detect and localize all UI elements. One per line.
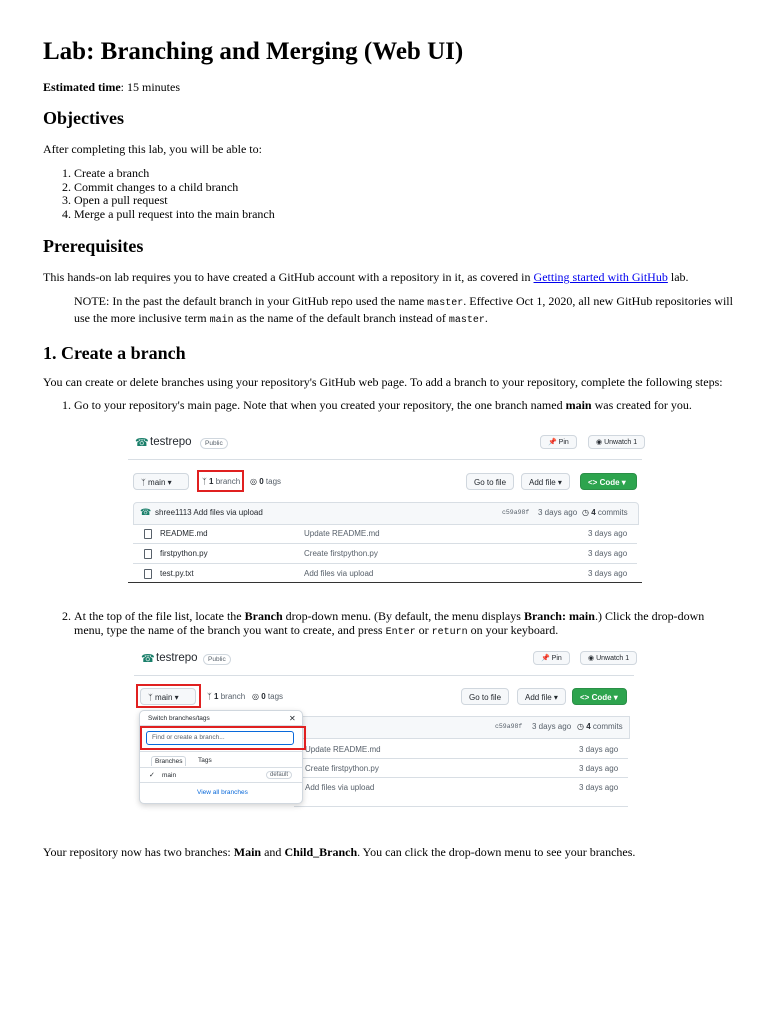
step-1: 1. Go to your repository's main page. Note that when you created your repository, the one branch named main was created for you. <box>74 399 733 413</box>
repo-screenshot-main <box>128 432 642 584</box>
step-2: 2. At the top of the file list, locate the Branch drop-down menu. (By default, the menu displays Branch: main.) Click the drop-down menu, type the name of the branch you want to create, and press Enter or return on your keyboard. <box>74 610 733 639</box>
list-item: 2. Commit changes to a child branch <box>74 181 733 195</box>
divider <box>128 582 642 583</box>
prerequisites-text: This hands-on lab requires you to have created a GitHub account with a repository in it, as covered in Getting started with GitHub lab. <box>43 270 689 284</box>
file-icon <box>144 529 152 539</box>
objectives-list <box>43 167 733 221</box>
file-row[interactable]: Create firstpython.py 3 days ago <box>294 759 628 778</box>
branch-select-button[interactable]: ᛉ main ▾ <box>133 473 189 490</box>
section-create-branch-heading: 1. Create a branch <box>43 343 186 363</box>
file-row[interactable]: test.py.txt Add files via upload 3 days ago <box>133 564 637 581</box>
objectives-heading: Objectives <box>43 108 124 128</box>
eye-icon: ◉ <box>596 439 603 446</box>
tab-branches[interactable]: Branches <box>151 756 186 766</box>
visibility-badge: Public <box>203 654 231 665</box>
pin-icon: 📌 <box>541 655 550 662</box>
commit-summary: shree1113 Add files via upload <box>155 508 263 517</box>
history-icon: ◷ <box>582 508 589 517</box>
branches-link[interactable]: ᛉ 1 branch <box>207 692 246 701</box>
commits-link[interactable]: ◷ 4 commits <box>577 722 623 731</box>
add-file-button[interactable]: Add file ▾ <box>517 688 566 705</box>
file-row[interactable]: Update README.md 3 days ago <box>294 740 628 759</box>
eye-icon: ◉ <box>588 655 595 662</box>
branch-dropdown <box>139 710 303 804</box>
default-badge: default <box>266 771 292 779</box>
file-row[interactable]: README.md Update README.md 3 days ago <box>133 524 637 544</box>
branch-search-input[interactable]: Find or create a branch... <box>146 731 294 745</box>
tags-link[interactable]: ◎ 0 tags <box>250 477 282 486</box>
prerequisites-heading: Prerequisites <box>43 236 144 256</box>
branch-select-button[interactable]: ᛉ main ▾ <box>140 688 196 705</box>
repo-name: testrepo <box>150 436 192 448</box>
commit-hash[interactable]: c59a98f <box>502 509 530 516</box>
tag-icon: ◎ <box>252 692 259 701</box>
unwatch-button[interactable]: ◉ Unwatch 1 <box>580 651 637 665</box>
tab-tags[interactable]: Tags <box>198 757 212 764</box>
page-title: Lab: Branching and Merging (Web UI) <box>43 38 464 65</box>
pin-button[interactable]: 📌 Pin <box>540 435 577 449</box>
commit-bar <box>133 502 639 525</box>
commit-bar <box>294 716 630 739</box>
file-icon <box>144 569 152 579</box>
pin-icon: 📌 <box>548 439 557 446</box>
repo-icon: ☎ <box>135 437 149 449</box>
commit-time: 3 days ago <box>538 508 578 517</box>
list-item: 1. Create a branch <box>74 167 733 181</box>
code-button[interactable]: <> Code ▾ <box>572 688 627 705</box>
branch-item-main[interactable]: main <box>162 772 177 779</box>
commit-time: 3 days ago <box>532 722 572 731</box>
section-intro: You can create or delete branches using your repository's GitHub web page. To add a branch to your repository, complete the following steps: <box>43 375 723 389</box>
close-icon[interactable]: ✕ <box>289 714 296 723</box>
file-icon <box>144 549 152 559</box>
repo-name: testrepo <box>156 652 198 664</box>
repo-icon: ☎ <box>141 653 155 665</box>
search-highlight <box>140 726 306 750</box>
branch-button-highlight <box>136 684 201 708</box>
default-branch-note: NOTE: In the past the default branch in your GitHub repo used the name master. Effective Oct 1, 2020, all new GitHub repositories will use the more inclusive term main as the name of the default branch instead of master. <box>74 294 733 326</box>
list-item: 3. Open a pull request <box>74 194 733 208</box>
unwatch-button[interactable]: ◉ Unwatch 1 <box>588 435 645 449</box>
avatar: ☎ <box>140 507 152 517</box>
commit-hash[interactable]: c59a98f <box>495 723 523 730</box>
objectives-intro: After completing this lab, you will be able to: <box>43 142 262 156</box>
go-to-file-button[interactable]: Go to file <box>466 473 514 490</box>
code-button[interactable]: <> Code ▾ <box>580 473 637 490</box>
branch-highlight <box>197 470 244 492</box>
estimated-time: Estimated time: 15 minutes <box>43 80 180 94</box>
dropdown-title: Switch branches/tags <box>148 715 210 722</box>
getting-started-link[interactable]: Getting started with GitHub <box>533 270 668 284</box>
add-file-button[interactable]: Add file ▾ <box>521 473 570 490</box>
repo-screenshot-dropdown <box>134 648 634 813</box>
steps-list <box>43 399 733 413</box>
closing-text: Your repository now has two branches: Main and Child_Branch. You can click the drop-down menu to see your branches. <box>43 845 636 859</box>
tag-icon: ◎ <box>250 477 257 486</box>
branch-icon: ᛉ <box>207 692 212 701</box>
file-row[interactable]: Add files via upload 3 days ago <box>305 783 619 792</box>
tags-link[interactable]: ◎ 0 tags <box>252 692 284 701</box>
step-2-block <box>43 610 733 639</box>
branches-link[interactable]: ᛉ 1 branch <box>202 477 241 486</box>
go-to-file-button[interactable]: Go to file <box>461 688 509 705</box>
branch-icon: ᛉ <box>141 478 146 487</box>
file-row[interactable]: firstpython.py Create firstpython.py 3 days ago <box>133 544 637 564</box>
branch-icon: ᛉ <box>148 693 153 702</box>
view-all-branches-link[interactable]: View all branches <box>197 789 248 796</box>
visibility-badge: Public <box>200 438 228 449</box>
history-icon: ◷ <box>577 722 584 731</box>
branch-icon: ᛉ <box>202 477 207 486</box>
list-item: 4. Merge a pull request into the main branch <box>74 208 733 222</box>
check-icon: ✓ <box>149 772 155 779</box>
pin-button[interactable]: 📌 Pin <box>533 651 570 665</box>
commits-link[interactable]: ◷ 4 commits <box>582 508 628 517</box>
